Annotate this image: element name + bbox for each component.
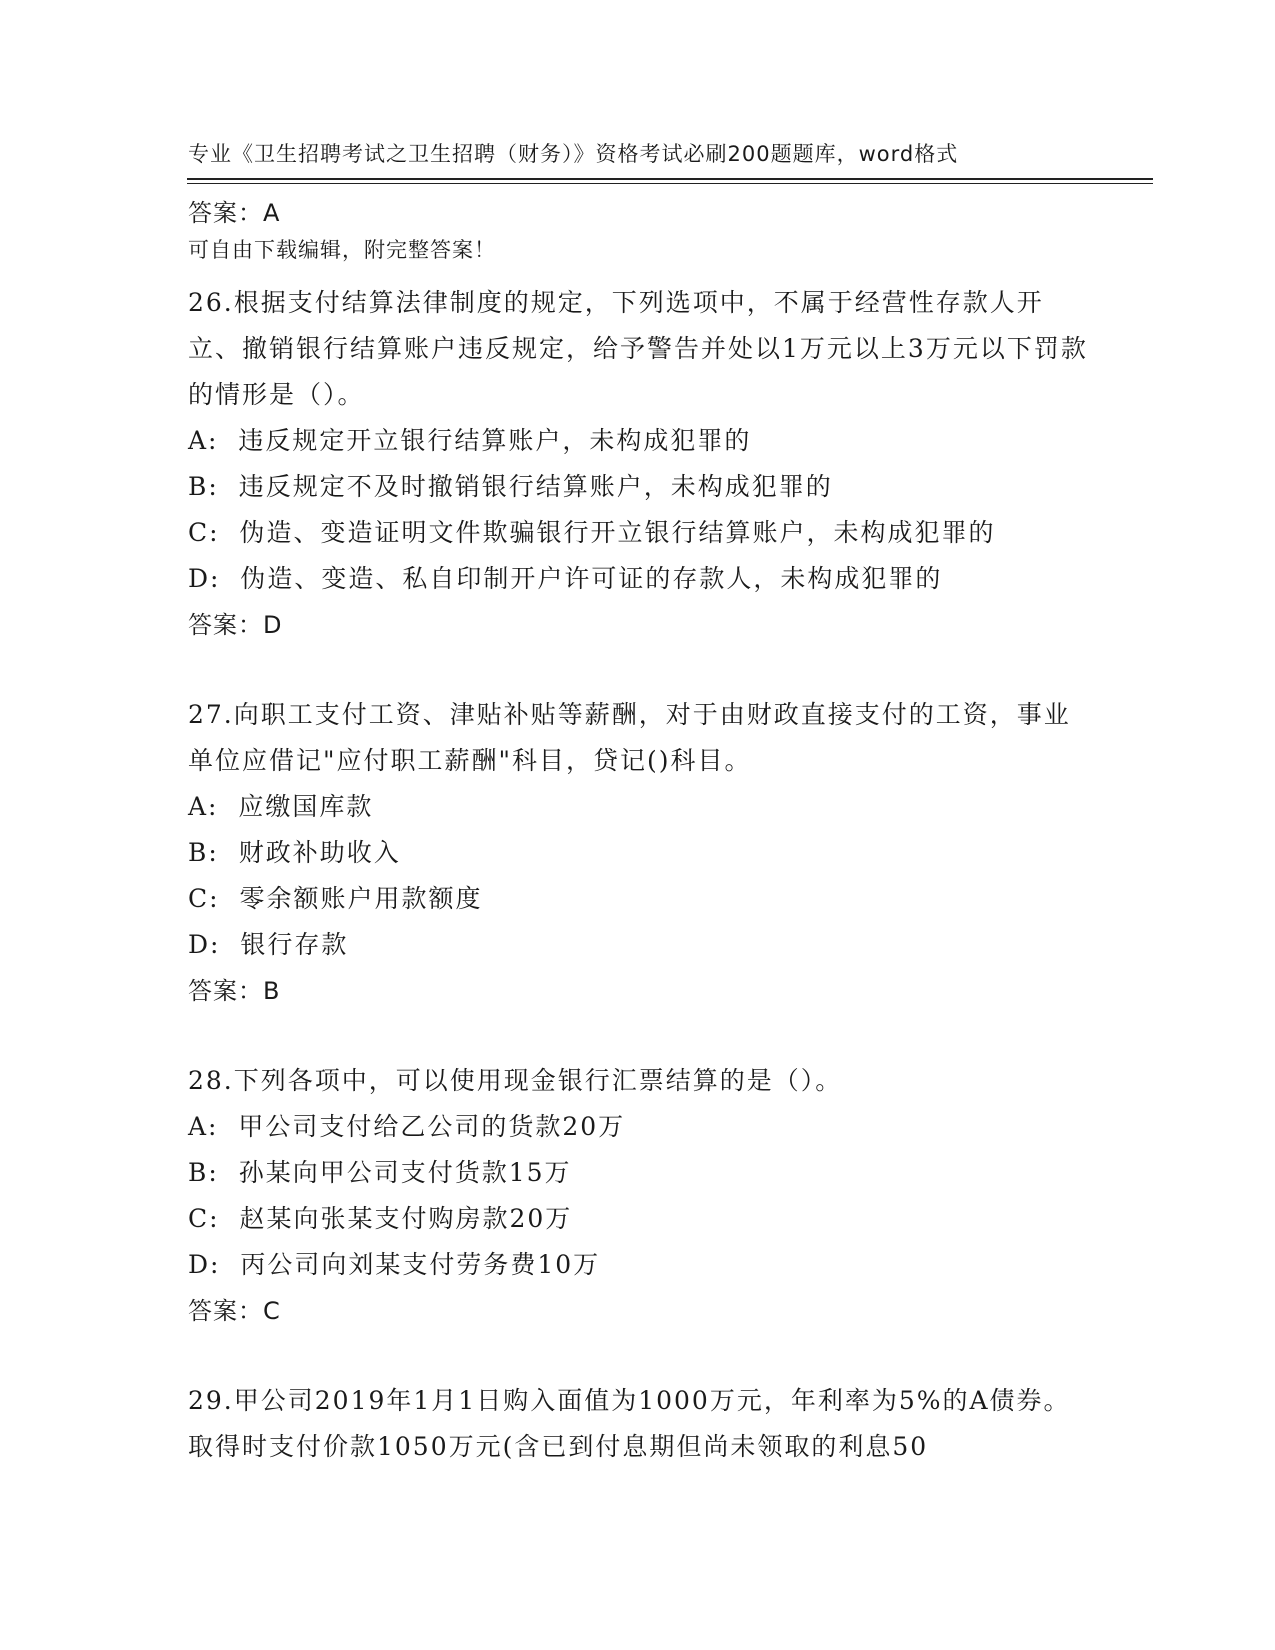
question-stem: 26.根据支付结算法律制度的规定，下列选项中，不属于经营性存款人开立、撤销银行结算账户违反规定，给予警告并处以1万元以上3万元以下罚款的情形是（）。 [188, 288, 1088, 409]
option-c: C: 伪造、变造证明文件欺骗银行开立银行结算账户，未构成犯罪的 [188, 518, 996, 547]
question-item [188, 280, 1088, 648]
spacer [188, 1014, 1088, 1058]
option-a: A: 应缴国库款 [188, 792, 374, 821]
answer-line: 答案：B [188, 977, 281, 1005]
option-b: B: 孙某向甲公司支付货款15万 [188, 1158, 572, 1187]
option-b: B: 违反规定不及时撤销银行结算账户，未构成犯罪的 [188, 472, 833, 501]
question-item [188, 1378, 1088, 1470]
question-stem: 29.甲公司2019年1月1日购入面值为1000万元，年利率为5%的A债券。取得时支付价款1050万元(含已到付息期但尚未领取的利息50 [188, 1386, 1071, 1461]
header-line-1: 专业《卫生招聘考试之卫生招聘（财务）》资格考试必刷200题题库，word格式 [188, 142, 959, 166]
option-d: D: 伪造、变造、私自印制开户许可证的存款人，未构成犯罪的 [188, 564, 943, 593]
option-d: D: 丙公司向刘某支付劳务费10万 [188, 1250, 601, 1279]
question-stem: 28.下列各项中，可以使用现金银行汇票结算的是（）。 [188, 1066, 843, 1095]
question-item [188, 692, 1088, 1014]
spacer [188, 236, 1088, 280]
header-rule-thick [187, 178, 1153, 180]
option-b: B: 财政补助收入 [188, 838, 401, 867]
question-list [188, 190, 1088, 1470]
header-rule-thin [187, 183, 1153, 184]
question-item [188, 1058, 1088, 1334]
spacer [188, 1334, 1088, 1378]
question-stem: 27.向职工支付工资、津贴补贴等薪酬，对于由财政直接支付的工资，事业单位应借记"应付职工薪酬"科目，贷记()科目。 [188, 700, 1071, 775]
header-line-2: 可自由下载编辑，附完整答案！ [188, 238, 496, 262]
answer-line: 答案：A [188, 199, 281, 227]
spacer [188, 648, 1088, 692]
answer-line: 答案：D [188, 611, 283, 639]
option-a: A: 违反规定开立银行结算账户，未构成犯罪的 [188, 426, 752, 455]
option-d: D: 银行存款 [188, 930, 349, 959]
option-c: C: 零余额账户用款额度 [188, 884, 483, 913]
option-a: A: 甲公司支付给乙公司的货款20万 [188, 1112, 626, 1141]
option-c: C: 赵某向张某支付购房款20万 [188, 1204, 573, 1233]
answer-line: 答案：C [188, 1297, 281, 1325]
